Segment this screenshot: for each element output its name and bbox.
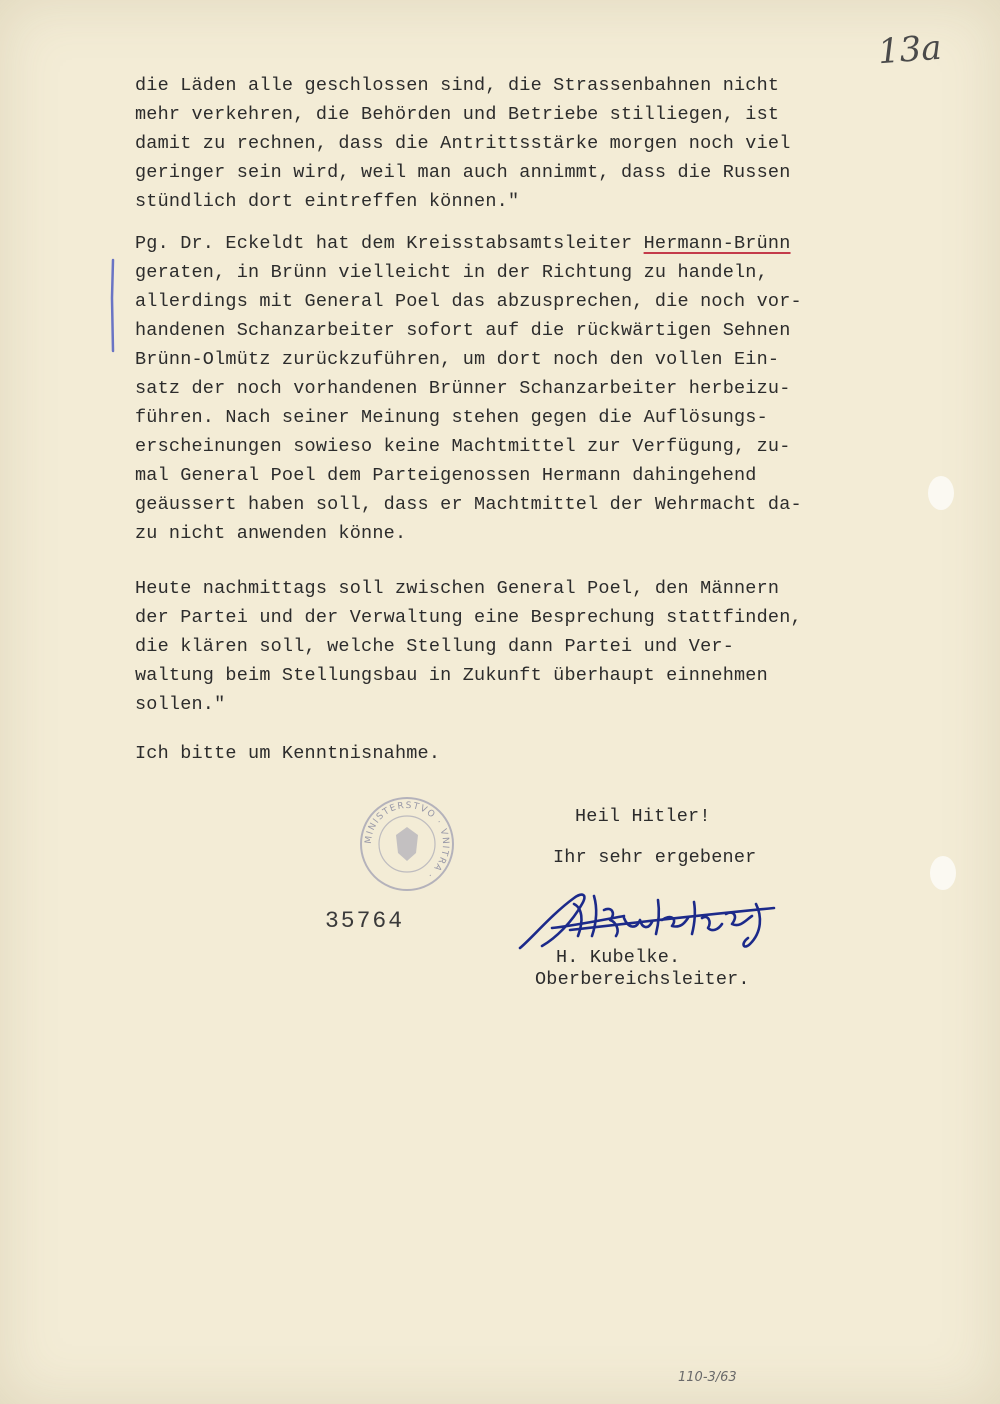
text-line: damit zu rechnen, dass die Antrittsstärke morgen noch viel <box>135 133 791 154</box>
text-line: geringer sein wird, weil man auch annimmt, dass die Russen <box>135 162 791 183</box>
paragraph-1 <box>135 71 875 216</box>
text-line: handenen Schanzarbeiter sofort auf die rückwärtigen Sehnen <box>135 320 791 341</box>
text-line: Ich bitte um Kenntnisnahme. <box>135 743 441 764</box>
signatory-name: H. Kubelke. <box>556 947 681 968</box>
paragraph-3 <box>135 574 875 719</box>
text-line: mehr verkehren, die Behörden und Betriebe stilliegen, ist <box>135 104 780 125</box>
text-line: allerdings mit General Poel das abzusprechen, die noch vor- <box>135 291 802 312</box>
text-line: die Läden alle geschlossen sind, die Strassenbahnen nicht <box>135 75 780 96</box>
text-line: geäussert haben soll, dass er Machtmittel der Wehrmacht da- <box>135 494 802 515</box>
text-line: der Partei und der Verwaltung eine Besprechung stattfinden, <box>135 607 802 628</box>
text-line: sollen." <box>135 694 226 715</box>
salutation: Heil Hitler! <box>575 806 711 827</box>
text-line-start: Pg. Dr. Eckeldt hat dem Kreisstabsamtsleiter <box>135 233 644 254</box>
punch-hole <box>930 856 956 890</box>
ministry-stamp <box>358 795 456 893</box>
bottom-reference: 110-3/63 <box>678 1370 737 1385</box>
text-line: führen. Nach seiner Meinung stehen gegen die Auflösungs- <box>135 407 768 428</box>
handwritten-page-number: 13a <box>876 27 943 73</box>
punch-hole <box>928 476 954 510</box>
text-line: mal General Poel dem Parteigenossen Hermann dahingehend <box>135 465 757 486</box>
paragraph-2 <box>135 229 875 548</box>
text-line: zu nicht anwenden könne. <box>135 523 407 544</box>
text-line: stündlich dort eintreffen können." <box>135 191 520 212</box>
text-line: Brünn-Olmütz zurückzuführen, um dort noch den vollen Ein- <box>135 349 780 370</box>
text-line: die klären soll, welche Stellung dann Partei und Ver- <box>135 636 734 657</box>
text-line: geraten, in Brünn vielleicht in der Richtung zu handeln, <box>135 262 768 283</box>
paragraph-4 <box>135 739 875 768</box>
signatory-title: Oberbereichsleiter. <box>535 969 750 990</box>
text-line: erscheinungen sowieso keine Machtmittel zur Verfügung, zu- <box>135 436 791 457</box>
stamp-text: MINISTERSTVO · VNITRA · <box>363 800 451 881</box>
underlined-name: Hermann-Brünn <box>643 233 791 254</box>
text-line: waltung beim Stellungsbau in Zukunft überhaupt einnehmen <box>135 665 768 686</box>
blue-pencil-mark <box>110 258 117 353</box>
archive-number: 35764 <box>325 908 405 934</box>
text-line: satz der noch vorhandenen Brünner Schanzarbeiter herbeizu- <box>135 378 791 399</box>
text-line <box>135 229 875 258</box>
regards: Ihr sehr ergebener <box>553 847 757 868</box>
text-line: Heute nachmittags soll zwischen General Poel, den Männern <box>135 578 780 599</box>
